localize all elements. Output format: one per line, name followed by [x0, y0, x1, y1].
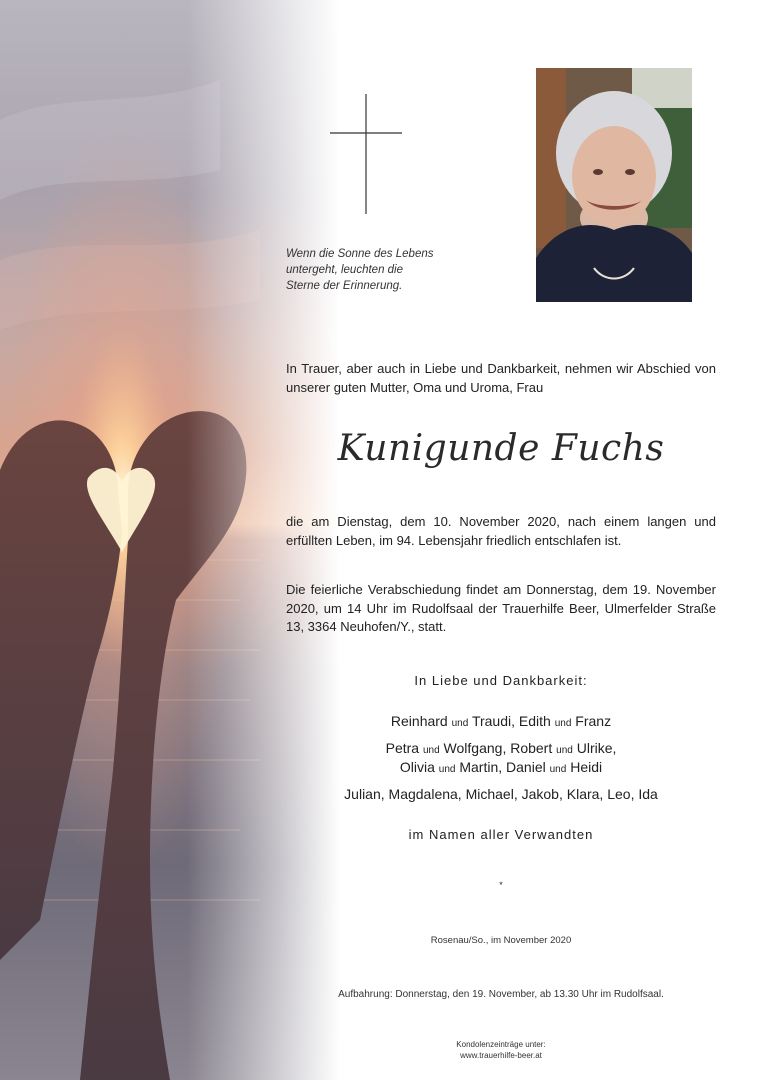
family-name: Martin, Daniel [459, 759, 546, 775]
family-conjunction: und [438, 764, 456, 775]
family-name: Olivia [399, 759, 435, 775]
memorial-quote [286, 246, 486, 294]
quote-line: untergeht, leuchten die [286, 264, 404, 276]
viewing-info: Aufbahrung: Donnerstag, den 19. November, ab 13.30 Uhr im Rudolfsaal. [338, 989, 664, 1000]
separator-star: * [499, 880, 503, 891]
family-conjunction: und [451, 718, 469, 729]
family-row-4: Julian, Magdalena, Michael, Jakob, Klara, Leo, Ida [344, 786, 658, 802]
relatives-text: im Namen aller Verwandten [408, 827, 594, 842]
family-row-2 [286, 740, 716, 756]
quote-line: Wenn die Sonne des Lebens [286, 248, 434, 260]
intro-text: In Trauer, aber auch in Liebe und Dankbarkeit, nehmen wir Abschied von unserer guten Mutter, Oma und Uroma, Frau [286, 361, 716, 395]
portrait-image [536, 68, 692, 302]
condolence-label: Kondolenzeinträge unter: [456, 1040, 546, 1049]
family-name: Petra [385, 740, 420, 756]
family-conjunction: und [422, 745, 440, 756]
thanks-heading: In Liebe und Dankbarkeit: [414, 673, 588, 688]
quote-line: Sterne der Erinnerung. [286, 280, 403, 292]
place-date: Rosenau/So., im November 2020 [430, 935, 572, 946]
family-conjunction: und [556, 745, 573, 756]
death-announcement: die am Dienstag, dem 10. November 2020, nach einem langen und erfüllten Leben, im 94. Lebensjahr friedlich entschlafen ist. [286, 514, 716, 548]
family-conjunction: und [549, 764, 567, 775]
family-name: Franz [575, 713, 612, 729]
ceremony-info: Die feierliche Verabschiedung findet am Donnerstag, dem 19. November 2020, um 14 Uhr im Rudolfsaal der Trauerhilfe Beer, Ulmerfelder Straße 13, 3364 Neuhofen/Y., statt. [286, 582, 716, 634]
portrait-photo [536, 68, 692, 302]
family-name: Heidi [570, 759, 603, 775]
condolence-block [286, 1039, 716, 1061]
family-name: Wolfgang, Robert [443, 740, 553, 756]
family-row-1 [286, 713, 716, 729]
condolence-url: www.trauerhilfe-beer.at [460, 1051, 542, 1060]
family-name: Ulrike, [576, 740, 617, 756]
family-row-3 [286, 759, 716, 775]
family-name: Traudi, Edith [471, 713, 551, 729]
family-name: Reinhard [390, 713, 448, 729]
cross-icon [330, 94, 402, 214]
deceased-name: Kunigunde Fuchs [337, 428, 665, 469]
family-conjunction: und [554, 718, 572, 729]
